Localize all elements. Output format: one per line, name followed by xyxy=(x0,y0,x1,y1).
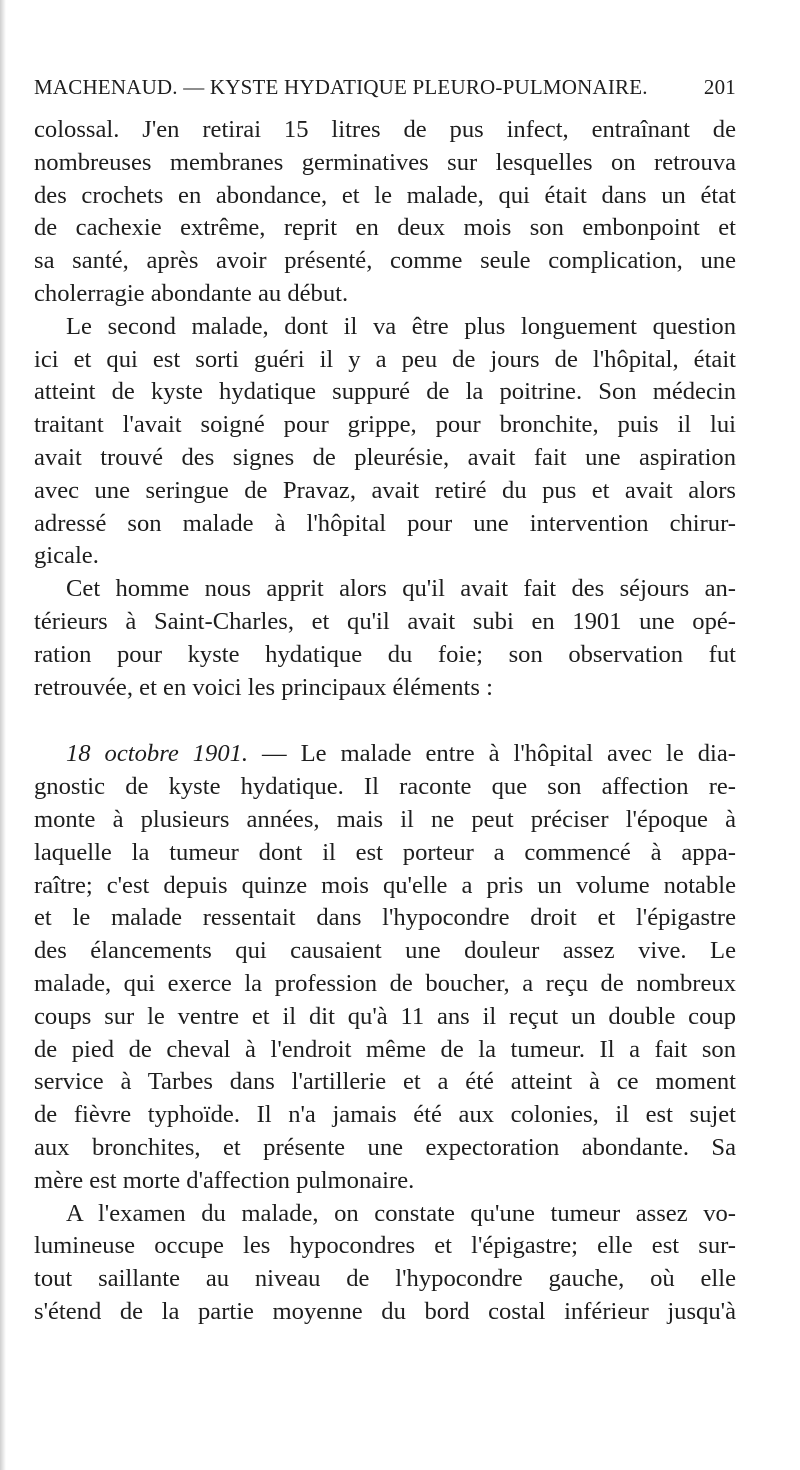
text-line: Cet homme nous apprit alors qu'il avait fait des séjours an- xyxy=(66,575,736,603)
text-line-dated xyxy=(34,738,736,771)
text-line: traitant l'avait soigné pour grippe, pour bronchite, puis il lui xyxy=(34,411,736,439)
text-line: des élancements qui causaient une douleur assez vive. Le xyxy=(34,937,736,965)
text-line: aux bronchites, et présente une expectoration abondante. Sa xyxy=(34,1133,736,1161)
text-line: monte à plusieurs années, mais il ne peut préciser l'époque à xyxy=(34,805,736,833)
text-line: A l'examen du malade, on constate qu'une tumeur assez vo- xyxy=(66,1199,736,1227)
text-line: gicale. xyxy=(34,542,99,570)
text-line: ration pour kyste hydatique du foie; son observation fut xyxy=(34,640,736,668)
text-line: Le second malade, dont il va être plus longuement question xyxy=(66,312,736,340)
text-line: lumineuse occupe les hypocondres et l'épigastre; elle est sur- xyxy=(34,1232,736,1260)
text-line: colossal. J'en retirai 15 litres de pus infect, entraînant de xyxy=(34,116,736,143)
running-header xyxy=(34,72,736,102)
book-page xyxy=(34,72,736,1329)
text-line: atteint de kyste hydatique suppuré de la poitrine. Son médecin xyxy=(34,378,736,406)
text-line: de fièvre typhoïde. Il n'a jamais été aux colonies, il est sujet xyxy=(34,1101,736,1129)
paragraph-1 xyxy=(34,114,736,311)
text-line: laquelle la tumeur dont il est porteur a commencé à appa- xyxy=(34,838,736,866)
page-edge-shadow xyxy=(0,0,6,1470)
section-gap xyxy=(34,704,736,738)
paragraph-3 xyxy=(34,573,736,704)
text-line: service à Tarbes dans l'artillerie et a été atteint à ce moment xyxy=(34,1068,736,1096)
paragraph-examination xyxy=(34,1198,736,1329)
text-line: térieurs à Saint-Charles, et qu'il avait subi en 1901 une opé- xyxy=(34,607,736,635)
running-title: MACHENAUD. — KYSTE HYDATIQUE PLEURO-PULMONAIRE. xyxy=(34,75,648,99)
text-line: mère est morte d'affection pulmonaire. xyxy=(34,1166,415,1194)
text-line: des crochets en abondance, et le malade, qui était dans un état xyxy=(34,181,736,209)
text-line: avait trouvé des signes de pleurésie, avait fait une aspiration xyxy=(34,443,736,471)
text-line: de cachexie extrême, reprit en deux mois son embonpoint et xyxy=(34,214,736,242)
page-number: 201 xyxy=(703,75,736,99)
text-line: tout saillante au niveau de l'hypocondre gauche, où elle xyxy=(34,1265,736,1293)
text-line: sa santé, après avoir présenté, comme seule complication, une xyxy=(34,247,736,275)
text-line: cholerragie abondante au début. xyxy=(34,279,349,307)
text-line: raître; c'est depuis quinze mois qu'elle a pris un volume notable xyxy=(34,871,736,899)
text-line: ici et qui est sorti guéri il y a peu de jours de l'hôpital, était xyxy=(34,345,736,373)
text-line: nombreuses membranes germinatives sur lesquelles on retrouva xyxy=(34,148,736,176)
text-line: adressé son malade à l'hôpital pour une intervention chirur- xyxy=(34,509,736,537)
text-line: malade, qui exerce la profession de boucher, a reçu de nombreux xyxy=(34,969,736,997)
text-line: avec une seringue de Pravaz, avait retiré du pus et avait alors xyxy=(34,476,736,504)
text-line: coups sur le ventre et il dit qu'à 11 ans il reçut un double coup xyxy=(34,1002,736,1030)
text-line: et le malade ressentait dans l'hypocondre droit et l'épigastre xyxy=(34,904,736,932)
paragraph-2 xyxy=(34,311,736,573)
paragraph-observation xyxy=(34,738,736,1197)
text-line: s'étend de la partie moyenne du bord costal inférieur jusqu'à xyxy=(34,1297,736,1325)
text-line: retrouvée, et en voici les principaux éléments : xyxy=(34,673,493,701)
text-line: gnostic de kyste hydatique. Il raconte que son affection re- xyxy=(34,773,736,801)
text-line: de pied de cheval à l'endroit même de la tumeur. Il a fait son xyxy=(34,1035,736,1063)
text-fragment: — Le malade entre à l'hôpital avec le dia- xyxy=(248,740,736,768)
observation-date: 18 octobre 1901. xyxy=(66,740,249,768)
